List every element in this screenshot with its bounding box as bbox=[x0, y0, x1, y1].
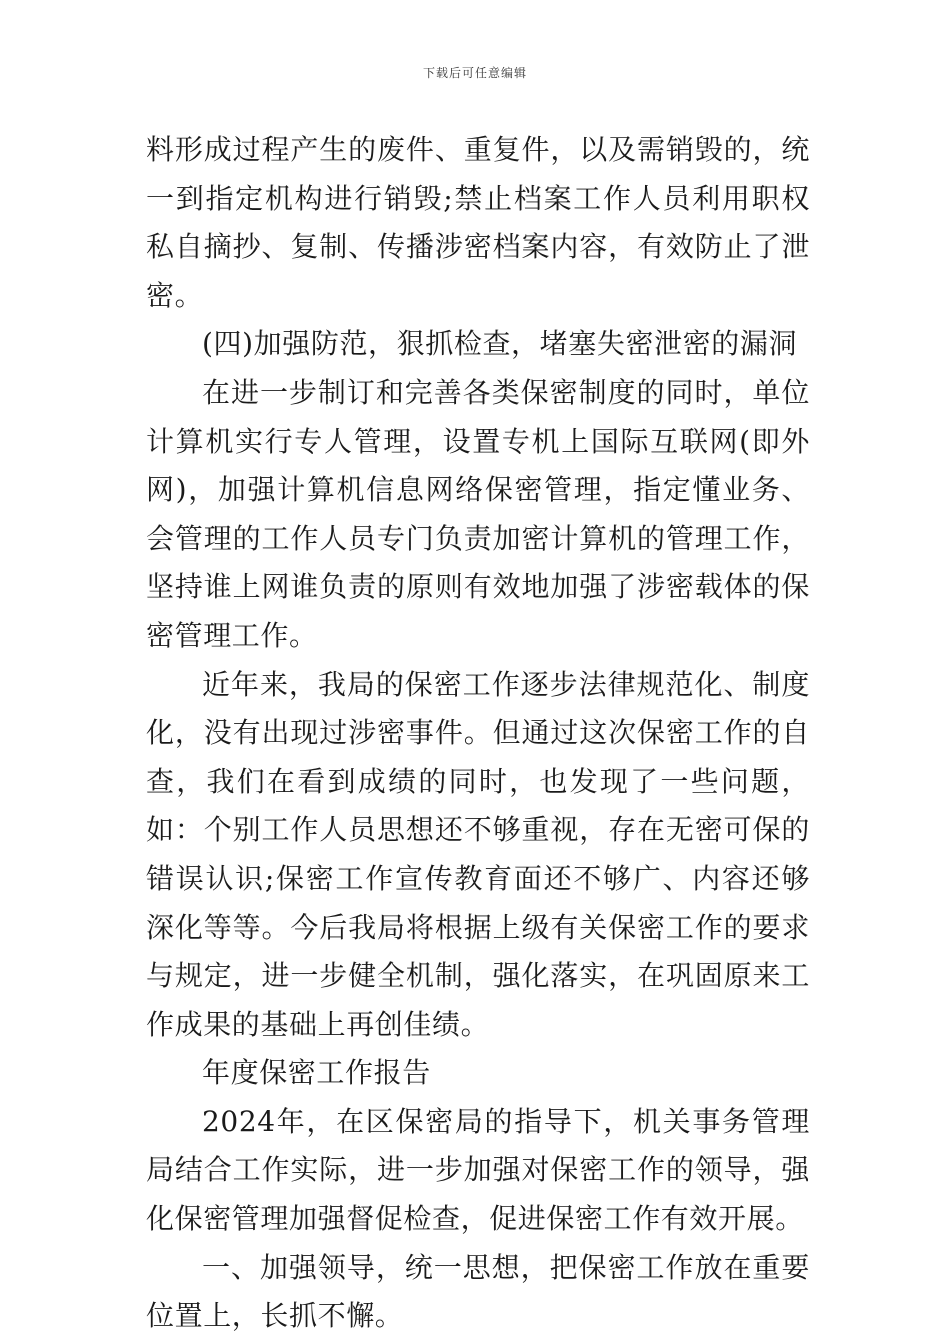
paragraph-self-inspection: 近年来，我局的保密工作逐步法律规范化、制度化，没有出现过涉密事件。但通过这次保密工作的自查，我们在看到成绩的同时，也发现了一些问题，如：个别工作人员思想还不够重视，存在无密可保的错误认识;保密工作宣传教育面还不够广、内容还够深化等等。今后我局将根据上级有关保密工作的要求与规定，进一步健全机制，强化落实，在巩固原来工作成果的基础上再创佳绩。 bbox=[146, 667, 810, 1041]
report-title: 年度保密工作报告 bbox=[202, 1056, 431, 1090]
section-heading-leadership: 一、加强领导，统一思想，把保密工作放在重要位置上，长抓不懈。 bbox=[146, 1250, 810, 1333]
paragraph-archive-destruction: 料形成过程产生的废件、重复件，以及需销毁的，统一到指定机构进行销毁;禁止档案工作人员利用职权私自摘抄、复制、传播涉密档案内容，有效防止了泄密。 bbox=[146, 133, 810, 312]
paragraph-report-intro: 2024年，在区保密局的指导下，机关事务管理局结合工作实际，进一步加强对保密工作的领导，强化保密管理加强督促检查，促进保密工作有效开展。 bbox=[146, 1104, 810, 1236]
page-header-note: 下载后可任意编辑 bbox=[422, 66, 527, 80]
document-body bbox=[146, 126, 810, 1341]
paragraph-computer-management: 在进一步制订和完善各类保密制度的同时，单位计算机实行专人管理，设置专机上国际互联网(即外网)，加强计算机信息网络保密管理，指定懂业务、会管理的工作人员专门负责加密计算机的管理工作，坚持谁上网谁负责的原则有效地加强了涉密载体的保密管理工作。 bbox=[146, 375, 810, 652]
section-heading-prevention: (四)加强防范，狠抓检查，堵塞失密泄密的漏洞 bbox=[202, 327, 798, 361]
